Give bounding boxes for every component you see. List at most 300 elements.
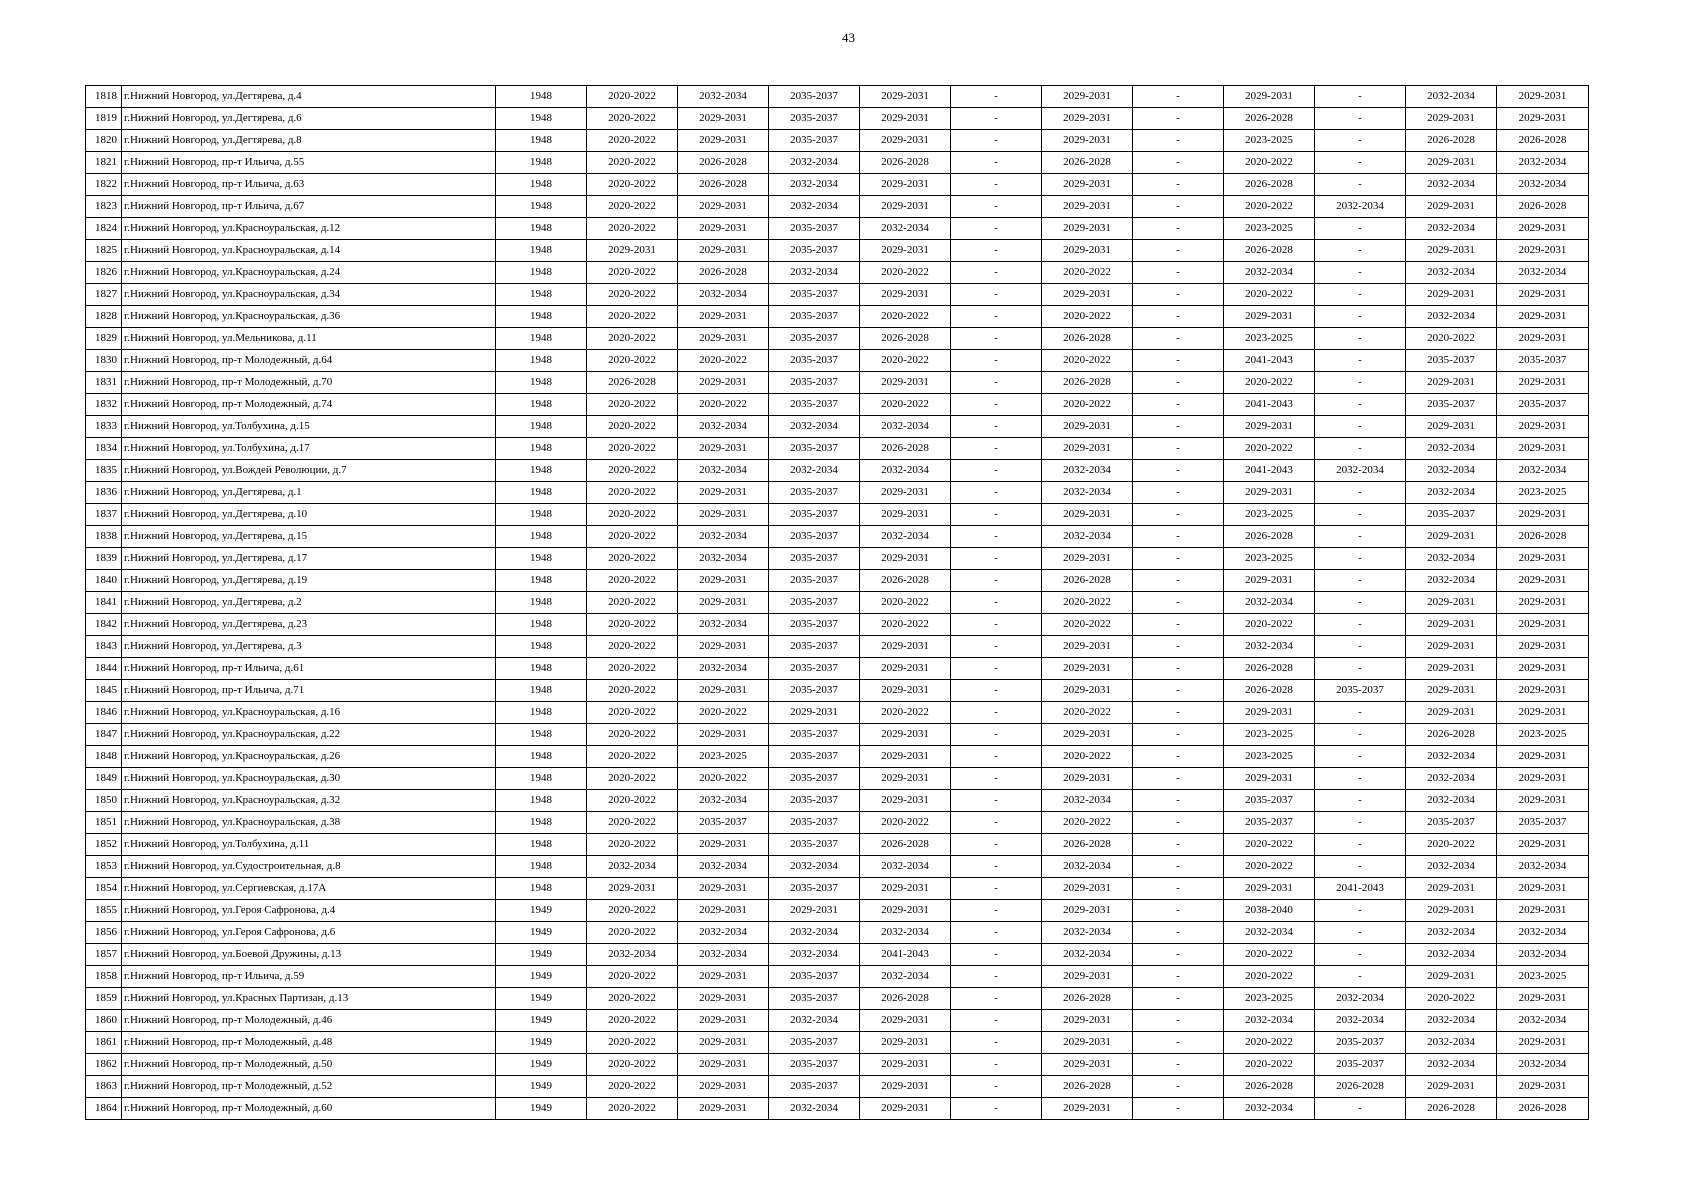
address-cell: г.Нижний Новгород, ул.Красноуральская, д.24 bbox=[122, 262, 496, 284]
period-col-7-cell: 2032-2034 bbox=[860, 856, 951, 878]
period-col-13-cell: 2029-2031 bbox=[1406, 966, 1497, 988]
period-col-4-cell: 2020-2022 bbox=[587, 592, 678, 614]
period-col-11-cell: 2029-2031 bbox=[1224, 416, 1315, 438]
period-col-6-cell: 2032-2034 bbox=[769, 152, 860, 174]
period-col-14-cell: 2029-2031 bbox=[1497, 658, 1589, 680]
period-col-13-cell: 2026-2028 bbox=[1406, 130, 1497, 152]
year-built-cell: 1949 bbox=[496, 1010, 587, 1032]
period-col-8-cell: - bbox=[951, 988, 1042, 1010]
period-col-14-cell: 2029-2031 bbox=[1497, 372, 1589, 394]
table-row bbox=[86, 1010, 1589, 1032]
address-cell: г.Нижний Новгород, пр-т Молодежный, д.60 bbox=[122, 1098, 496, 1120]
table-row bbox=[86, 174, 1589, 196]
period-col-14-cell: 2032-2034 bbox=[1497, 922, 1589, 944]
period-col-10-cell: - bbox=[1133, 108, 1224, 130]
period-col-10-cell: - bbox=[1133, 130, 1224, 152]
period-col-14-cell: 2029-2031 bbox=[1497, 416, 1589, 438]
row-number-cell: 1862 bbox=[86, 1054, 122, 1076]
period-col-8-cell: - bbox=[951, 944, 1042, 966]
year-built-cell: 1949 bbox=[496, 900, 587, 922]
period-col-10-cell: - bbox=[1133, 86, 1224, 108]
period-col-10-cell: - bbox=[1133, 592, 1224, 614]
period-col-14-cell: 2032-2034 bbox=[1497, 174, 1589, 196]
year-built-cell: 1948 bbox=[496, 306, 587, 328]
period-col-8-cell: - bbox=[951, 526, 1042, 548]
period-col-8-cell: - bbox=[951, 768, 1042, 790]
period-col-6-cell: 2035-2037 bbox=[769, 218, 860, 240]
period-col-13-cell: 2035-2037 bbox=[1406, 394, 1497, 416]
period-col-7-cell: 2029-2031 bbox=[860, 1076, 951, 1098]
period-col-7-cell: 2029-2031 bbox=[860, 790, 951, 812]
period-col-8-cell: - bbox=[951, 130, 1042, 152]
period-col-9-cell: 2026-2028 bbox=[1042, 988, 1133, 1010]
period-col-8-cell: - bbox=[951, 438, 1042, 460]
period-col-11-cell: 2020-2022 bbox=[1224, 944, 1315, 966]
period-col-13-cell: 2035-2037 bbox=[1406, 350, 1497, 372]
period-col-5-cell: 2029-2031 bbox=[678, 680, 769, 702]
address-cell: г.Нижний Новгород, ул.Красноуральская, д.16 bbox=[122, 702, 496, 724]
period-col-13-cell: 2032-2034 bbox=[1406, 856, 1497, 878]
row-number-cell: 1844 bbox=[86, 658, 122, 680]
period-col-7-cell: 2026-2028 bbox=[860, 988, 951, 1010]
period-col-9-cell: 2020-2022 bbox=[1042, 262, 1133, 284]
period-col-7-cell: 2032-2034 bbox=[860, 966, 951, 988]
row-number-cell: 1854 bbox=[86, 878, 122, 900]
period-col-11-cell: 2026-2028 bbox=[1224, 658, 1315, 680]
period-col-13-cell: 2032-2034 bbox=[1406, 218, 1497, 240]
period-col-14-cell: 2026-2028 bbox=[1497, 130, 1589, 152]
address-cell: г.Нижний Новгород, ул.Героя Сафронова, д.6 bbox=[122, 922, 496, 944]
period-col-5-cell: 2032-2034 bbox=[678, 922, 769, 944]
row-number-cell: 1838 bbox=[86, 526, 122, 548]
year-built-cell: 1949 bbox=[496, 966, 587, 988]
year-built-cell: 1948 bbox=[496, 218, 587, 240]
period-col-8-cell: - bbox=[951, 570, 1042, 592]
period-col-8-cell: - bbox=[951, 306, 1042, 328]
period-col-12-cell: 2035-2037 bbox=[1315, 680, 1406, 702]
address-cell: г.Нижний Новгород, ул.Мельникова, д.11 bbox=[122, 328, 496, 350]
period-col-7-cell: 2029-2031 bbox=[860, 372, 951, 394]
period-col-13-cell: 2032-2034 bbox=[1406, 262, 1497, 284]
period-col-8-cell: - bbox=[951, 746, 1042, 768]
table-row bbox=[86, 152, 1589, 174]
period-col-14-cell: 2026-2028 bbox=[1497, 1098, 1589, 1120]
period-col-5-cell: 2029-2031 bbox=[678, 988, 769, 1010]
year-built-cell: 1948 bbox=[496, 130, 587, 152]
period-col-4-cell: 2020-2022 bbox=[587, 460, 678, 482]
period-col-6-cell: 2032-2034 bbox=[769, 922, 860, 944]
row-number-cell: 1820 bbox=[86, 130, 122, 152]
table-row bbox=[86, 878, 1589, 900]
row-number-cell: 1834 bbox=[86, 438, 122, 460]
period-col-9-cell: 2029-2031 bbox=[1042, 878, 1133, 900]
period-col-11-cell: 2038-2040 bbox=[1224, 900, 1315, 922]
period-col-13-cell: 2029-2031 bbox=[1406, 614, 1497, 636]
period-col-5-cell: 2029-2031 bbox=[678, 504, 769, 526]
table-row bbox=[86, 922, 1589, 944]
period-col-4-cell: 2020-2022 bbox=[587, 526, 678, 548]
period-col-10-cell: - bbox=[1133, 878, 1224, 900]
address-cell: г.Нижний Новгород, пр-т Молодежный, д.70 bbox=[122, 372, 496, 394]
period-col-11-cell: 2032-2034 bbox=[1224, 636, 1315, 658]
period-col-14-cell: 2029-2031 bbox=[1497, 218, 1589, 240]
period-col-7-cell: 2026-2028 bbox=[860, 152, 951, 174]
period-col-10-cell: - bbox=[1133, 1076, 1224, 1098]
period-col-4-cell: 2020-2022 bbox=[587, 966, 678, 988]
period-col-13-cell: 2032-2034 bbox=[1406, 1032, 1497, 1054]
year-built-cell: 1948 bbox=[496, 482, 587, 504]
period-col-4-cell: 2020-2022 bbox=[587, 1010, 678, 1032]
table-row bbox=[86, 394, 1589, 416]
period-col-12-cell: 2026-2028 bbox=[1315, 1076, 1406, 1098]
period-col-13-cell: 2032-2034 bbox=[1406, 482, 1497, 504]
row-number-cell: 1843 bbox=[86, 636, 122, 658]
year-built-cell: 1949 bbox=[496, 922, 587, 944]
period-col-13-cell: 2026-2028 bbox=[1406, 724, 1497, 746]
period-col-11-cell: 2026-2028 bbox=[1224, 240, 1315, 262]
year-built-cell: 1948 bbox=[496, 108, 587, 130]
table-row bbox=[86, 856, 1589, 878]
period-col-13-cell: 2029-2031 bbox=[1406, 416, 1497, 438]
address-cell: г.Нижний Новгород, ул.Красноуральская, д.38 bbox=[122, 812, 496, 834]
row-number-cell: 1826 bbox=[86, 262, 122, 284]
period-col-4-cell: 2020-2022 bbox=[587, 724, 678, 746]
period-col-12-cell: - bbox=[1315, 372, 1406, 394]
period-col-8-cell: - bbox=[951, 416, 1042, 438]
period-col-8-cell: - bbox=[951, 614, 1042, 636]
period-col-13-cell: 2029-2031 bbox=[1406, 108, 1497, 130]
period-col-5-cell: 2020-2022 bbox=[678, 702, 769, 724]
period-col-11-cell: 2029-2031 bbox=[1224, 482, 1315, 504]
table-row bbox=[86, 900, 1589, 922]
table-row bbox=[86, 548, 1589, 570]
period-col-9-cell: 2032-2034 bbox=[1042, 482, 1133, 504]
year-built-cell: 1949 bbox=[496, 1098, 587, 1120]
period-col-11-cell: 2020-2022 bbox=[1224, 1054, 1315, 1076]
period-col-13-cell: 2029-2031 bbox=[1406, 284, 1497, 306]
period-col-12-cell: 2035-2037 bbox=[1315, 1054, 1406, 1076]
period-col-9-cell: 2029-2031 bbox=[1042, 1032, 1133, 1054]
period-col-10-cell: - bbox=[1133, 790, 1224, 812]
period-col-11-cell: 2029-2031 bbox=[1224, 878, 1315, 900]
table-row bbox=[86, 482, 1589, 504]
table-row bbox=[86, 372, 1589, 394]
period-col-8-cell: - bbox=[951, 878, 1042, 900]
period-col-11-cell: 2032-2034 bbox=[1224, 262, 1315, 284]
period-col-9-cell: 2032-2034 bbox=[1042, 944, 1133, 966]
year-built-cell: 1949 bbox=[496, 1032, 587, 1054]
period-col-13-cell: 2029-2031 bbox=[1406, 900, 1497, 922]
period-col-7-cell: 2029-2031 bbox=[860, 658, 951, 680]
period-col-5-cell: 2032-2034 bbox=[678, 856, 769, 878]
period-col-12-cell: - bbox=[1315, 86, 1406, 108]
period-col-12-cell: - bbox=[1315, 922, 1406, 944]
period-col-7-cell: 2029-2031 bbox=[860, 196, 951, 218]
period-col-14-cell: 2026-2028 bbox=[1497, 526, 1589, 548]
period-col-12-cell: - bbox=[1315, 482, 1406, 504]
period-col-10-cell: - bbox=[1133, 372, 1224, 394]
period-col-8-cell: - bbox=[951, 152, 1042, 174]
row-number-cell: 1861 bbox=[86, 1032, 122, 1054]
period-col-11-cell: 2041-2043 bbox=[1224, 350, 1315, 372]
period-col-8-cell: - bbox=[951, 262, 1042, 284]
table-row bbox=[86, 526, 1589, 548]
period-col-11-cell: 2023-2025 bbox=[1224, 504, 1315, 526]
period-col-10-cell: - bbox=[1133, 284, 1224, 306]
table-row bbox=[86, 1032, 1589, 1054]
period-col-5-cell: 2029-2031 bbox=[678, 724, 769, 746]
period-col-12-cell: - bbox=[1315, 218, 1406, 240]
address-cell: г.Нижний Новгород, пр-т Молодежный, д.52 bbox=[122, 1076, 496, 1098]
address-cell: г.Нижний Новгород, пр-т Молодежный, д.50 bbox=[122, 1054, 496, 1076]
period-col-11-cell: 2020-2022 bbox=[1224, 196, 1315, 218]
period-col-14-cell: 2029-2031 bbox=[1497, 548, 1589, 570]
period-col-12-cell: 2032-2034 bbox=[1315, 988, 1406, 1010]
period-col-6-cell: 2035-2037 bbox=[769, 680, 860, 702]
period-col-5-cell: 2032-2034 bbox=[678, 86, 769, 108]
row-number-cell: 1828 bbox=[86, 306, 122, 328]
period-col-9-cell: 2020-2022 bbox=[1042, 592, 1133, 614]
period-col-9-cell: 2020-2022 bbox=[1042, 350, 1133, 372]
period-col-6-cell: 2035-2037 bbox=[769, 306, 860, 328]
period-col-10-cell: - bbox=[1133, 350, 1224, 372]
period-col-8-cell: - bbox=[951, 196, 1042, 218]
row-number-cell: 1858 bbox=[86, 966, 122, 988]
period-col-14-cell: 2029-2031 bbox=[1497, 284, 1589, 306]
address-cell: г.Нижний Новгород, ул.Красноуральская, д.26 bbox=[122, 746, 496, 768]
period-col-11-cell: 2020-2022 bbox=[1224, 856, 1315, 878]
period-col-6-cell: 2035-2037 bbox=[769, 526, 860, 548]
row-number-cell: 1819 bbox=[86, 108, 122, 130]
table-row bbox=[86, 746, 1589, 768]
period-col-8-cell: - bbox=[951, 328, 1042, 350]
period-col-10-cell: - bbox=[1133, 504, 1224, 526]
period-col-14-cell: 2029-2031 bbox=[1497, 768, 1589, 790]
period-col-7-cell: 2020-2022 bbox=[860, 350, 951, 372]
period-col-4-cell: 2020-2022 bbox=[587, 482, 678, 504]
period-col-11-cell: 2032-2034 bbox=[1224, 922, 1315, 944]
period-col-8-cell: - bbox=[951, 922, 1042, 944]
period-col-13-cell: 2035-2037 bbox=[1406, 812, 1497, 834]
year-built-cell: 1948 bbox=[496, 174, 587, 196]
period-col-13-cell: 2032-2034 bbox=[1406, 86, 1497, 108]
period-col-6-cell: 2035-2037 bbox=[769, 108, 860, 130]
period-col-10-cell: - bbox=[1133, 724, 1224, 746]
period-col-7-cell: 2029-2031 bbox=[860, 680, 951, 702]
period-col-5-cell: 2032-2034 bbox=[678, 416, 769, 438]
period-col-12-cell: - bbox=[1315, 130, 1406, 152]
period-col-12-cell: - bbox=[1315, 306, 1406, 328]
address-cell: г.Нижний Новгород, ул.Сергиевская, д.17А bbox=[122, 878, 496, 900]
period-col-13-cell: 2032-2034 bbox=[1406, 1010, 1497, 1032]
period-col-12-cell: - bbox=[1315, 526, 1406, 548]
period-col-5-cell: 2032-2034 bbox=[678, 460, 769, 482]
period-col-8-cell: - bbox=[951, 856, 1042, 878]
year-built-cell: 1948 bbox=[496, 878, 587, 900]
period-col-13-cell: 2029-2031 bbox=[1406, 372, 1497, 394]
period-col-13-cell: 2029-2031 bbox=[1406, 1076, 1497, 1098]
period-col-14-cell: 2023-2025 bbox=[1497, 966, 1589, 988]
period-col-5-cell: 2029-2031 bbox=[678, 372, 769, 394]
table-row bbox=[86, 636, 1589, 658]
period-col-11-cell: 2029-2031 bbox=[1224, 86, 1315, 108]
period-col-5-cell: 2020-2022 bbox=[678, 768, 769, 790]
period-col-14-cell: 2032-2034 bbox=[1497, 1010, 1589, 1032]
row-number-cell: 1860 bbox=[86, 1010, 122, 1032]
period-col-12-cell: - bbox=[1315, 834, 1406, 856]
period-col-13-cell: 2032-2034 bbox=[1406, 1054, 1497, 1076]
period-col-5-cell: 2029-2031 bbox=[678, 130, 769, 152]
period-col-11-cell: 2020-2022 bbox=[1224, 966, 1315, 988]
period-col-9-cell: 2029-2031 bbox=[1042, 724, 1133, 746]
year-built-cell: 1948 bbox=[496, 372, 587, 394]
period-col-5-cell: 2032-2034 bbox=[678, 284, 769, 306]
row-number-cell: 1827 bbox=[86, 284, 122, 306]
period-col-8-cell: - bbox=[951, 900, 1042, 922]
row-number-cell: 1851 bbox=[86, 812, 122, 834]
period-col-7-cell: 2029-2031 bbox=[860, 174, 951, 196]
period-col-11-cell: 2023-2025 bbox=[1224, 130, 1315, 152]
period-col-14-cell: 2029-2031 bbox=[1497, 636, 1589, 658]
period-col-14-cell: 2023-2025 bbox=[1497, 724, 1589, 746]
period-col-13-cell: 2032-2034 bbox=[1406, 768, 1497, 790]
row-number-cell: 1859 bbox=[86, 988, 122, 1010]
address-cell: г.Нижний Новгород, пр-т Молодежный, д.74 bbox=[122, 394, 496, 416]
period-col-7-cell: 2032-2034 bbox=[860, 218, 951, 240]
year-built-cell: 1948 bbox=[496, 658, 587, 680]
year-built-cell: 1948 bbox=[496, 768, 587, 790]
period-col-10-cell: - bbox=[1133, 306, 1224, 328]
period-col-12-cell: - bbox=[1315, 702, 1406, 724]
period-col-13-cell: 2032-2034 bbox=[1406, 460, 1497, 482]
period-col-8-cell: - bbox=[951, 834, 1042, 856]
row-number-cell: 1852 bbox=[86, 834, 122, 856]
period-col-4-cell: 2020-2022 bbox=[587, 812, 678, 834]
period-col-7-cell: 2029-2031 bbox=[860, 482, 951, 504]
period-col-7-cell: 2029-2031 bbox=[860, 900, 951, 922]
period-col-4-cell: 2020-2022 bbox=[587, 328, 678, 350]
period-col-10-cell: - bbox=[1133, 438, 1224, 460]
period-col-9-cell: 2026-2028 bbox=[1042, 570, 1133, 592]
period-col-9-cell: 2029-2031 bbox=[1042, 636, 1133, 658]
year-built-cell: 1948 bbox=[496, 350, 587, 372]
period-col-13-cell: 2029-2031 bbox=[1406, 592, 1497, 614]
period-col-10-cell: - bbox=[1133, 416, 1224, 438]
period-col-7-cell: 2032-2034 bbox=[860, 416, 951, 438]
period-col-9-cell: 2026-2028 bbox=[1042, 328, 1133, 350]
period-col-7-cell: 2020-2022 bbox=[860, 306, 951, 328]
period-col-14-cell: 2029-2031 bbox=[1497, 702, 1589, 724]
building-repair-schedule-table bbox=[85, 85, 1589, 1120]
row-number-cell: 1847 bbox=[86, 724, 122, 746]
period-col-13-cell: 2032-2034 bbox=[1406, 790, 1497, 812]
table-row bbox=[86, 1054, 1589, 1076]
period-col-14-cell: 2032-2034 bbox=[1497, 1054, 1589, 1076]
period-col-9-cell: 2020-2022 bbox=[1042, 702, 1133, 724]
address-cell: г.Нижний Новгород, пр-т Молодежный, д.64 bbox=[122, 350, 496, 372]
period-col-9-cell: 2020-2022 bbox=[1042, 306, 1133, 328]
period-col-6-cell: 2035-2037 bbox=[769, 1054, 860, 1076]
period-col-6-cell: 2032-2034 bbox=[769, 1098, 860, 1120]
period-col-8-cell: - bbox=[951, 702, 1042, 724]
period-col-4-cell: 2020-2022 bbox=[587, 438, 678, 460]
table-row bbox=[86, 790, 1589, 812]
period-col-14-cell: 2029-2031 bbox=[1497, 592, 1589, 614]
period-col-5-cell: 2029-2031 bbox=[678, 1076, 769, 1098]
address-cell: г.Нижний Новгород, пр-т Ильича, д.61 bbox=[122, 658, 496, 680]
period-col-5-cell: 2029-2031 bbox=[678, 306, 769, 328]
period-col-5-cell: 2020-2022 bbox=[678, 350, 769, 372]
address-cell: г.Нижний Новгород, пр-т Ильича, д.63 bbox=[122, 174, 496, 196]
address-cell: г.Нижний Новгород, ул.Красноуральская, д.30 bbox=[122, 768, 496, 790]
row-number-cell: 1822 bbox=[86, 174, 122, 196]
period-col-4-cell: 2026-2028 bbox=[587, 372, 678, 394]
period-col-5-cell: 2029-2031 bbox=[678, 328, 769, 350]
period-col-6-cell: 2035-2037 bbox=[769, 724, 860, 746]
row-number-cell: 1855 bbox=[86, 900, 122, 922]
period-col-6-cell: 2035-2037 bbox=[769, 504, 860, 526]
period-col-12-cell: - bbox=[1315, 240, 1406, 262]
period-col-5-cell: 2023-2025 bbox=[678, 746, 769, 768]
period-col-13-cell: 2029-2031 bbox=[1406, 658, 1497, 680]
period-col-14-cell: 2035-2037 bbox=[1497, 812, 1589, 834]
period-col-5-cell: 2026-2028 bbox=[678, 174, 769, 196]
period-col-8-cell: - bbox=[951, 790, 1042, 812]
period-col-12-cell: - bbox=[1315, 438, 1406, 460]
period-col-5-cell: 2026-2028 bbox=[678, 152, 769, 174]
period-col-10-cell: - bbox=[1133, 812, 1224, 834]
period-col-14-cell: 2029-2031 bbox=[1497, 878, 1589, 900]
row-number-cell: 1840 bbox=[86, 570, 122, 592]
period-col-7-cell: 2029-2031 bbox=[860, 504, 951, 526]
year-built-cell: 1948 bbox=[496, 724, 587, 746]
period-col-14-cell: 2029-2031 bbox=[1497, 1032, 1589, 1054]
period-col-4-cell: 2020-2022 bbox=[587, 636, 678, 658]
year-built-cell: 1948 bbox=[496, 460, 587, 482]
period-col-6-cell: 2032-2034 bbox=[769, 1010, 860, 1032]
period-col-4-cell: 2020-2022 bbox=[587, 196, 678, 218]
address-cell: г.Нижний Новгород, ул.Красноуральская, д.14 bbox=[122, 240, 496, 262]
address-cell: г.Нижний Новгород, ул.Боевой Дружины, д.13 bbox=[122, 944, 496, 966]
period-col-7-cell: 2029-2031 bbox=[860, 284, 951, 306]
period-col-9-cell: 2029-2031 bbox=[1042, 504, 1133, 526]
period-col-9-cell: 2032-2034 bbox=[1042, 790, 1133, 812]
page-number: 43 bbox=[842, 30, 855, 45]
table-row bbox=[86, 196, 1589, 218]
period-col-8-cell: - bbox=[951, 394, 1042, 416]
period-col-9-cell: 2032-2034 bbox=[1042, 856, 1133, 878]
period-col-11-cell: 2020-2022 bbox=[1224, 1032, 1315, 1054]
period-col-6-cell: 2035-2037 bbox=[769, 592, 860, 614]
period-col-13-cell: 2032-2034 bbox=[1406, 174, 1497, 196]
period-col-12-cell: - bbox=[1315, 174, 1406, 196]
period-col-13-cell: 2029-2031 bbox=[1406, 636, 1497, 658]
period-col-14-cell: 2029-2031 bbox=[1497, 108, 1589, 130]
row-number-cell: 1837 bbox=[86, 504, 122, 526]
period-col-11-cell: 2032-2034 bbox=[1224, 1010, 1315, 1032]
table-row bbox=[86, 1076, 1589, 1098]
address-cell: г.Нижний Новгород, ул.Дегтярева, д.1 bbox=[122, 482, 496, 504]
year-built-cell: 1948 bbox=[496, 812, 587, 834]
row-number-cell: 1831 bbox=[86, 372, 122, 394]
table-row bbox=[86, 262, 1589, 284]
period-col-12-cell: 2032-2034 bbox=[1315, 196, 1406, 218]
period-col-12-cell: - bbox=[1315, 768, 1406, 790]
period-col-14-cell: 2026-2028 bbox=[1497, 196, 1589, 218]
period-col-5-cell: 2029-2031 bbox=[678, 240, 769, 262]
period-col-8-cell: - bbox=[951, 86, 1042, 108]
period-col-9-cell: 2029-2031 bbox=[1042, 196, 1133, 218]
